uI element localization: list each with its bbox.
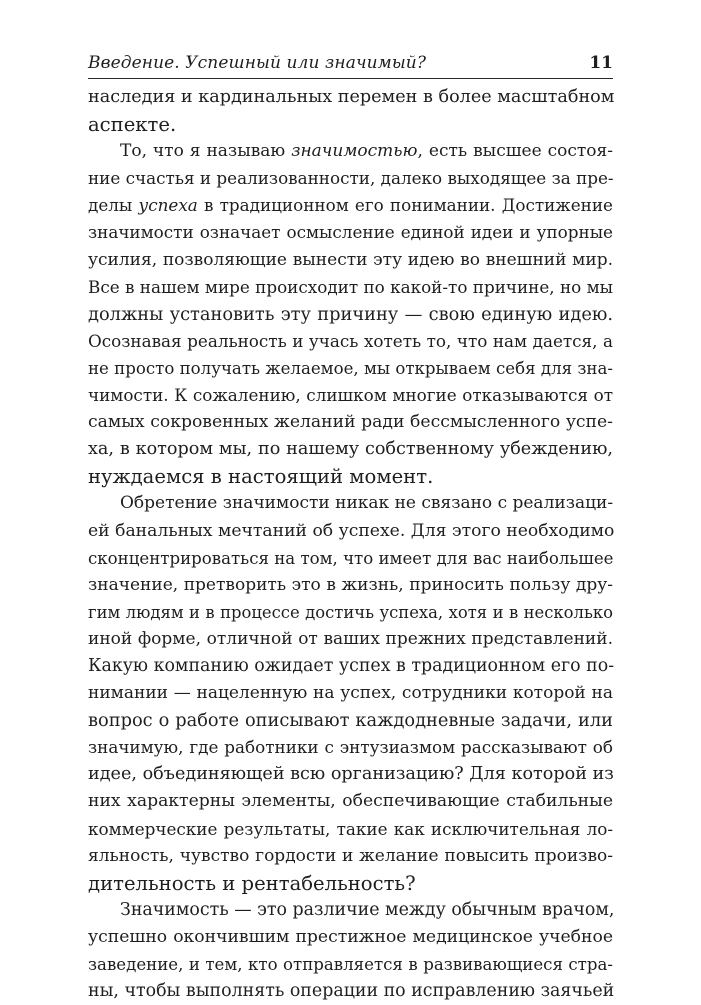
text-segment: ей банальных мечтаний об успехе. Для этого необходимо (88, 520, 615, 541)
text-segment: ние счастья и реализованности, далеко выходящее за пре- (88, 168, 614, 189)
text-segment: нуждаемся в настоящий момент. (88, 465, 434, 489)
text-line (88, 138, 613, 165)
text-segment: значение, претворить это в жизнь, приносить пользу дру- (88, 574, 613, 595)
text-line (88, 247, 613, 274)
text-line (88, 111, 613, 138)
text-line (88, 490, 613, 517)
text-segment: гим людям и в процессе достичь успеха, хотя и в несколько (88, 602, 613, 622)
text-line (88, 518, 613, 545)
text-segment: , есть высшее состоя- (417, 141, 613, 162)
text-line (88, 409, 613, 436)
text-line (88, 192, 613, 219)
text-line (88, 653, 613, 680)
text-line (88, 328, 613, 355)
body-text (88, 84, 613, 1005)
text-segment: чимости. К сожалению, слишком многие отказываются от (88, 385, 613, 406)
chapter-title: Введение. Успешный или значимый? (88, 53, 427, 73)
text-segment: нимании — нацеленную на успех, сотрудники которой на (88, 683, 613, 704)
text-line (88, 843, 613, 870)
text-line (88, 734, 613, 761)
text-segment: самых сокровенных желаний ради бессмысленного успе- (88, 412, 613, 433)
emphasis-text: значимостью (291, 141, 418, 162)
text-segment: усилия, позволяющие вынести эту идею во внешний мир. (88, 249, 613, 270)
text-segment: заведение, и тем, кто отправляется в развивающиеся стра- (88, 955, 613, 974)
text-segment: коммерческие результаты, такие как исключительная ло- (88, 818, 613, 839)
text-line (88, 816, 613, 843)
text-line (88, 436, 613, 463)
text-line (88, 572, 613, 599)
text-line (88, 680, 613, 707)
text-line (88, 870, 613, 897)
text-segment: Все в нашем мире происходит по какой-то причине, но мы (88, 276, 613, 297)
text-segment: не просто получать желаемое, мы открываем себя для зна- (88, 358, 613, 378)
text-segment: вопрос о работе описывают каждодневные задачи, или (88, 710, 613, 732)
text-line (88, 626, 613, 653)
text-segment: дительность и рентабельность? (88, 871, 416, 895)
text-line (88, 897, 613, 924)
text-segment: яльность, чувство гордости и желание повысить произво- (88, 845, 613, 866)
text-segment: ха, в котором мы, по нашему собственному убеждению, (88, 439, 613, 460)
text-line (88, 463, 613, 490)
paragraph (88, 897, 613, 1005)
text-segment: Значимость — это различие между обычным врачом, (120, 899, 615, 920)
text-line (88, 545, 613, 572)
text-line (88, 355, 613, 382)
text-segment: иной форме, отличной от ваших прежних представлений. (88, 628, 613, 649)
paragraph (88, 84, 613, 138)
text-segment: наследия и кардинальных перемен в более масштабном (88, 87, 615, 107)
text-segment: сконцентрироваться на том, что имеет для вас наибольшее (88, 548, 614, 568)
running-header (88, 50, 613, 79)
text-segment: ны, чтобы выполнять операции по исправлению заячьей (88, 981, 615, 1002)
text-line (88, 382, 613, 409)
text-line (88, 274, 613, 301)
emphasis-text: успеха (138, 195, 198, 216)
text-segment: них характерны элементы, обеспечивающие стабильные (88, 791, 613, 812)
text-segment: успешно окончившим престижное медицинское учебное (88, 926, 613, 947)
text-line (88, 219, 613, 246)
text-segment: Осознавая реальность и учась хотеть то, что нам дается, а (88, 330, 613, 351)
paragraph (88, 490, 613, 896)
text-segment: должны установить эту причину — свою единую идею. (88, 303, 613, 325)
text-segment: делы (88, 195, 139, 216)
text-line (88, 924, 613, 951)
text-line (88, 761, 613, 788)
text-segment: аспекте. (88, 113, 177, 137)
text-segment: в традиционном его понимании. Достижение (197, 195, 613, 216)
text-segment: идее, объединяющей всю организацию? Для которой из (88, 764, 614, 785)
text-line (88, 707, 613, 734)
text-line (88, 951, 613, 978)
text-line (88, 599, 613, 626)
text-segment: Обретение значимости никак не связано с реализаци- (120, 493, 614, 514)
text-line (88, 84, 613, 111)
text-line (88, 301, 613, 328)
text-segment: Какую компанию ожидает успех в традиционном его по- (88, 655, 615, 676)
text-segment: значимости означает осмысление единой идеи и упорные (88, 222, 613, 243)
text-segment: То, что я называю (120, 141, 292, 162)
text-segment: значимую, где работники с энтузиазмом рассказывают об (88, 737, 613, 758)
page-number: 11 (589, 53, 613, 73)
text-line (88, 788, 613, 815)
paragraph (88, 138, 613, 490)
text-line (88, 165, 613, 192)
